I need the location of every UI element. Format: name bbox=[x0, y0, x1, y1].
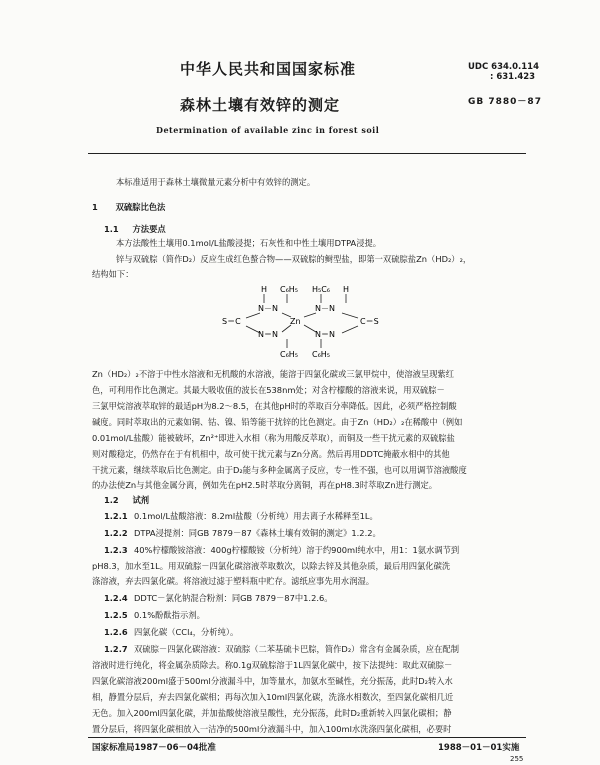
reagent-1-2-3-line-3: 涤溶液，弃去四氯化碳。将溶液过滤于塑料瓶中贮存。滤纸应事先用水润湿。 bbox=[92, 576, 375, 586]
reagent-1-2-4-number: 1.2.4 bbox=[104, 593, 128, 603]
reagent-1-2-6-text: 四氯化碳（CCl₄，分析纯）。 bbox=[134, 627, 239, 637]
struct-c6h5-bottom-right: C₆H₅ bbox=[312, 350, 331, 359]
struct-nn-top-right: N－N bbox=[315, 304, 335, 313]
gb-number: GB 7880－87 bbox=[468, 97, 542, 107]
zinc-dithizonate-structure bbox=[220, 282, 390, 362]
reagent-1-2-1-text: 0.1mol/L盐酸溶液：8.2ml盐酸（分析纯）用去离子水稀释至1L。 bbox=[134, 511, 378, 521]
struct-h-left: H bbox=[261, 285, 268, 294]
reagent-1-2-6-number: 1.2.6 bbox=[104, 627, 128, 637]
section-1-number: 1 bbox=[92, 202, 98, 212]
reagent-1-2-7-line-2: 溶液时进行纯化，将金属杂质除去。称0.1g双硫腙溶于1L四氯化碳中，按下法提纯：取此双硫腙－ bbox=[92, 660, 453, 670]
method-line-3: 结构如下： bbox=[92, 269, 134, 279]
struct-bonds bbox=[246, 294, 358, 348]
subsection-1-1-title: 方法要点 bbox=[132, 224, 166, 234]
struct-h-right: H bbox=[343, 285, 350, 294]
struct-nn-top-left: N－N bbox=[258, 304, 278, 313]
zn-paragraph-line-3: 三氯甲烷溶液萃取锌的最适pH为8.2～8.5，在其他pH时的萃取百分率降低。因此，必须严格控制酸 bbox=[92, 401, 457, 411]
scope-statement: 本标准适用于森林土壤微量元素分析中有效锌的测定。 bbox=[116, 177, 316, 187]
reagent-1-2-7-line-6: 置分层后，将四氯化碳相放入一洁净的500ml分液漏斗中，加入100ml水洗涤四氯化碳相，必要时 bbox=[92, 724, 452, 734]
reagent-1-2-7-line-1: 双硫腙－四氯化碳溶液：双硫腙（二苯基硫卡巴腙，简作D₂）常含有金属杂质，应在配制 bbox=[134, 644, 459, 654]
reagent-1-2-7 bbox=[104, 642, 459, 657]
method-line-2: 锌与双硫腙（简作D₂）反应生成红色螯合物——双硫腙的鲥型盐，即第一双硫腙盐Zn（HD₂）₂， bbox=[116, 254, 472, 264]
reagent-1-2-5-number: 1.2.5 bbox=[104, 610, 128, 620]
struct-neqn-bottom-left: N＝N bbox=[258, 330, 278, 339]
subsection-1-2-heading bbox=[104, 493, 149, 508]
reagent-1-2-1-number: 1.2.1 bbox=[104, 511, 128, 521]
approval-date: 国家标准局1987－06－04批准 bbox=[92, 743, 216, 753]
zn-paragraph-line-4: 碱度。同时萃取出的元素如铜、钴、镍、铅等能干扰锌的比色测定。由于Zn（HD₂）₂在稀酸中（例如 bbox=[92, 417, 463, 427]
reagent-1-2-5-text: 0.1%酚酞指示剂。 bbox=[134, 610, 205, 620]
struct-zn: Zn bbox=[290, 317, 301, 326]
reagent-1-2-4 bbox=[104, 591, 333, 606]
struct-h5c6-top-right: H₅C₆ bbox=[312, 285, 331, 294]
national-standard-heading: 中华人民共和国国家标准 bbox=[180, 60, 357, 78]
zn-paragraph-line-2: 色，可利用作比色测定。其最大吸收值的波长在538nm处；对含柠檬酸的溶液来说，用双硫腙－ bbox=[92, 385, 445, 395]
struct-sc-left: S＝C bbox=[222, 317, 241, 326]
section-1-heading bbox=[92, 200, 165, 215]
zn-paragraph-line-5: 0.01mol/L盐酸）能被破坏，Zn²⁺即进入水相（称为用酸反萃取），而铜及一些干扰元素的双硫腙盐 bbox=[92, 433, 455, 443]
reagent-1-2-7-number: 1.2.7 bbox=[104, 644, 128, 654]
implementation-date: 1988－01－01实施 bbox=[438, 743, 520, 753]
reagent-1-2-3-line-1: 40%柠檬酸铵溶液：400g柠檬酸铵（分析纯）溶于约900ml纯水中，用1：1氨水调节到 bbox=[134, 545, 460, 555]
section-1-title: 双硫腙比色法 bbox=[115, 202, 166, 212]
struct-cs-right: C＝S bbox=[360, 317, 379, 326]
zn-paragraph-line-8: 的办法使Zn与其他金属分离，例如先在pH2.5时萃取分离铜，再在pH8.3时萃取Zn进行测定。 bbox=[92, 480, 438, 490]
reagent-1-2-3-number: 1.2.3 bbox=[104, 545, 128, 555]
struct-neqn-bottom-right: N＝N bbox=[315, 330, 335, 339]
subsection-1-2-title: 试剂 bbox=[132, 495, 150, 505]
struct-c6h5-top-left: C₆H₅ bbox=[280, 285, 299, 294]
udc-line-1: UDC 634.0.114 bbox=[468, 62, 540, 72]
subsection-1-1-number: 1.1 bbox=[104, 224, 119, 234]
reagent-1-2-6 bbox=[104, 625, 238, 640]
footer-divider bbox=[88, 737, 526, 738]
zn-paragraph-line-6: 则对酸稳定，仍然存在于有机相中，故可使干扰元素与Zn分离。然后再用DDTC掩蔽水相中的其他 bbox=[92, 449, 450, 459]
reagent-1-2-2 bbox=[104, 526, 381, 541]
zn-paragraph-line-1: Zn（HD₂）₂不溶于中性水溶液和无机酸的水溶液，能溶于四氯化碳或三氯甲烷中，使溶液呈现紫红 bbox=[92, 369, 455, 379]
page-number: 255 bbox=[510, 755, 524, 763]
reagent-1-2-7-line-4: 相，静置分层后，弃去四氯化碳相；再每次加入10ml四氯化碳，洗涤水相数次，至四氯化碳相几近 bbox=[92, 692, 454, 702]
reagent-1-2-4-text: DDTC－氯化钠混合粉剂：同GB 7879－87中1.2.6。 bbox=[134, 593, 333, 603]
reagent-1-2-3 bbox=[104, 543, 459, 558]
reagent-1-2-1 bbox=[104, 509, 378, 524]
zn-paragraph-line-7: 干扰元素，继续萃取后比色测定。由于D₂能与多种金属离子反应，专一性不强，也可以用调节溶液酸度 bbox=[92, 465, 467, 475]
header-divider bbox=[88, 153, 526, 154]
udc-code bbox=[468, 62, 539, 82]
subsection-1-1-heading bbox=[104, 222, 166, 237]
reagent-1-2-5 bbox=[104, 608, 205, 623]
reagent-1-2-2-text: DTPA浸提剂：同GB 7879－87《森林土壤有效铜的测定》1.2.2。 bbox=[134, 528, 381, 538]
document-title-english: Determination of available zinc in forest soil bbox=[156, 125, 380, 135]
reagent-1-2-3-line-2: pH8.3，加水至1L。用双硫腙－四氯化碳溶液萃取数次，以除去锌及其他杂质，最后用四氯化碳洗 bbox=[92, 561, 451, 571]
reagent-1-2-7-line-5: 无色。加入200ml四氯化碳，并加盐酸使溶液呈酸性，充分振荡，此时D₂重新转入四氯化碳相；静 bbox=[92, 708, 452, 718]
reagent-1-2-7-line-3: 四氯化碳溶液200ml盛于500ml分液漏斗中，加等量水，加氨水至碱性，充分振荡，此时D₂转入水 bbox=[92, 676, 453, 686]
method-line-1: 本方法酸性土壤用0.1mol/L盐酸浸提；石灰性和中性土壤用DTPA浸提。 bbox=[116, 238, 382, 248]
document-title: 森林土壤有效锌的测定 bbox=[180, 96, 341, 114]
subsection-1-2-number: 1.2 bbox=[104, 495, 119, 505]
struct-c6h5-bottom-left: C₆H₅ bbox=[280, 350, 299, 359]
udc-line-2: : 631.423 bbox=[490, 72, 536, 82]
reagent-1-2-2-number: 1.2.2 bbox=[104, 528, 128, 538]
